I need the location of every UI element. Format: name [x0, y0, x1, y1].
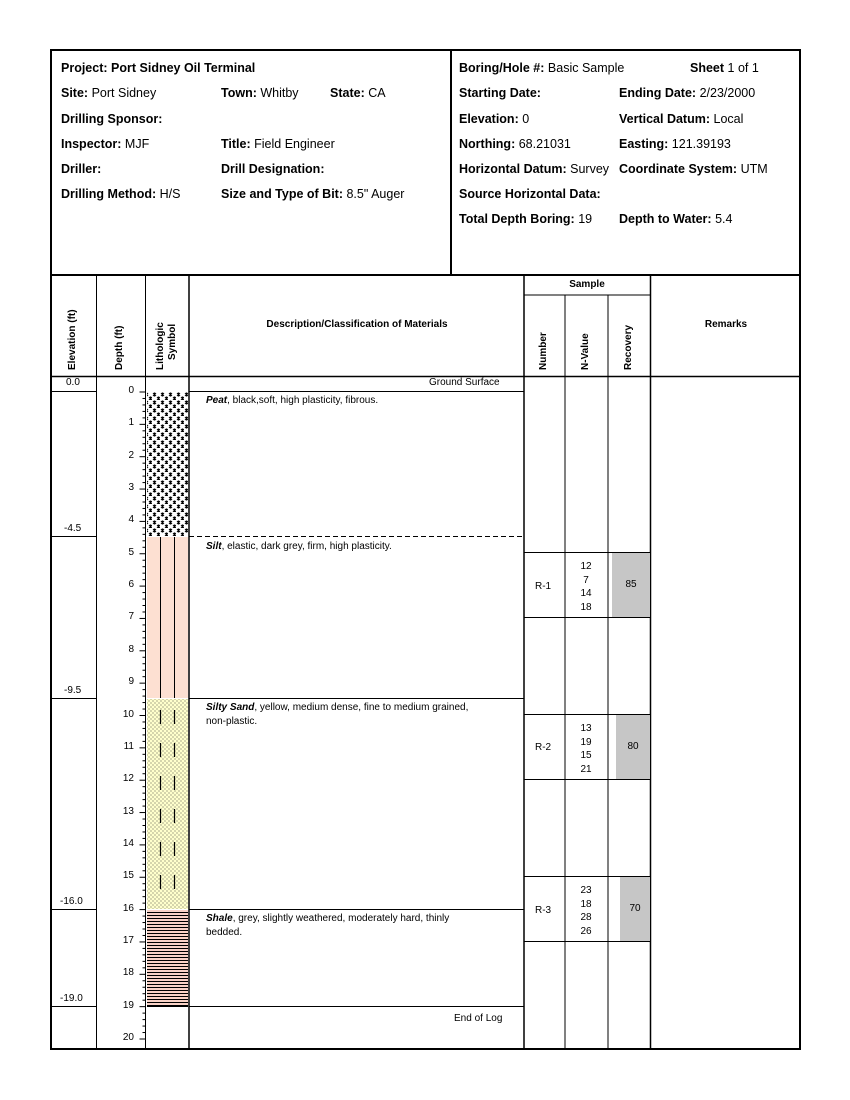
source-row: Source Horizontal Data: [459, 187, 601, 201]
sheet-row: Sheet 1 of 1 [690, 61, 759, 75]
sample-number: R-3 [535, 905, 552, 916]
easting-row: Easting: 121.39193 [619, 137, 731, 151]
elevation-column-header: Elevation (ft) [67, 309, 78, 370]
depth-tick-label: 19 [122, 999, 134, 1011]
layer-description: Peat, black,soft, high plasticity, fibrous. [206, 395, 379, 406]
ground-surface-label: Ground Surface [429, 377, 500, 388]
description-column-header: Description/Classification of Materials [266, 319, 448, 330]
shale-symbol [147, 910, 188, 1006]
depth-tick-label: 7 [128, 611, 134, 623]
boring-row: Boring/Hole #: Basic Sample [459, 61, 625, 75]
title-row: Title: Field Engineer [221, 137, 335, 151]
depth-tick-label: 4 [128, 514, 134, 526]
depth-tick-label: 16 [122, 902, 134, 914]
number-column-header: Number [538, 332, 549, 370]
hdatum-row: Horizontal Datum: Survey [459, 162, 610, 176]
depth-tick-label: 14 [122, 837, 134, 849]
bit-row: Size and Type of Bit: 8.5" Auger [221, 187, 405, 201]
depth-tick-label: 10 [122, 708, 134, 720]
sample-number: R-1 [535, 581, 552, 592]
depth-tick-label: 20 [122, 1032, 134, 1043]
depth-tick-label: 12 [122, 773, 134, 785]
remarks-column-header: Remarks [704, 319, 748, 330]
recovery-cell: 70 [620, 877, 650, 941]
state-row: State: CA [330, 86, 386, 100]
water-row: Depth to Water: 5.4 [619, 212, 733, 226]
end-of-log-label: End of Log [454, 1013, 503, 1024]
sponsor-row: Drilling Sponsor: [61, 112, 163, 126]
method-row: Drilling Method: H/S [61, 187, 181, 201]
silt-symbol [147, 537, 188, 698]
depth-tick-label: 6 [128, 579, 134, 591]
layer-description: Silt, elastic, dark grey, firm, high plasticity. [206, 541, 392, 552]
depth-tick-label: 17 [122, 934, 134, 946]
northing-row: Northing: 68.21031 [459, 137, 571, 151]
elevation-row: Elevation: 0 [459, 112, 530, 126]
n-value-cell: 13 19 15 21 [580, 723, 592, 775]
town-row: Town: Whitby [221, 86, 299, 100]
symbol-column-header: Symbol [167, 323, 178, 360]
peat-symbol [147, 392, 188, 536]
n-value-cell: 12 7 14 18 [580, 561, 592, 613]
depth-tick-label: 13 [122, 805, 134, 817]
depth-tick-label: 0 [128, 385, 134, 396]
depth-tick-label: 3 [128, 482, 134, 494]
n-value-cell: 23 18 28 26 [580, 885, 592, 937]
end-row: Ending Date: 2/23/2000 [619, 86, 756, 100]
depth-column-header: Depth (ft) [114, 325, 125, 370]
start-row: Starting Date: [459, 86, 541, 100]
inspector-row: Inspector: MJF [61, 137, 150, 151]
silty-sand-symbol [147, 699, 188, 909]
depth-tick-label: 2 [128, 449, 134, 461]
elevation-label: -19.0 [60, 993, 83, 1004]
recovery-cell: 85 [612, 553, 650, 617]
depth-tick-label: 5 [128, 546, 134, 558]
recovery-cell: 80 [616, 715, 650, 779]
designation-row: Drill Designation: [221, 162, 325, 176]
total-depth-row: Total Depth Boring: 19 [459, 212, 593, 226]
depth-tick-label: 8 [128, 643, 134, 655]
sample-number: R-2 [535, 742, 552, 753]
depth-tick-label: 18 [122, 967, 134, 979]
vdatum-row: Vertical Datum: Local [619, 112, 744, 126]
project-row: Project: Port Sidney Oil Terminal [61, 61, 256, 75]
coord-row: Coordinate System: UTM [619, 162, 768, 176]
elevation-label: -4.5 [64, 523, 82, 534]
lithologic-column-header: Lithologic [155, 322, 166, 370]
sample-column-header: Sample [569, 279, 605, 290]
layer-description: Silty Sand, yellow, medium dense, fine to medium grained, non-plastic. [206, 702, 469, 727]
layer-description: Shale, grey, slightly weathered, moderately hard, thinly bedded. [206, 913, 450, 938]
elevation-label: -16.0 [60, 896, 83, 907]
depth-tick-label: 9 [128, 676, 134, 688]
depth-tick-label: 15 [122, 870, 134, 882]
depth-tick-label: 1 [128, 417, 134, 429]
depth-tick-label: 11 [123, 740, 134, 752]
driller-row: Driller: [61, 162, 102, 176]
site-row: Site: Port Sidney [61, 86, 157, 100]
project-name: Port Sidney Oil Terminal [111, 61, 256, 75]
elevation-label: 0.0 [66, 377, 80, 388]
recovery-column-header: Recovery [623, 324, 634, 370]
nvalue-column-header: N-Value [580, 333, 591, 370]
elevation-label: -9.5 [64, 685, 82, 696]
